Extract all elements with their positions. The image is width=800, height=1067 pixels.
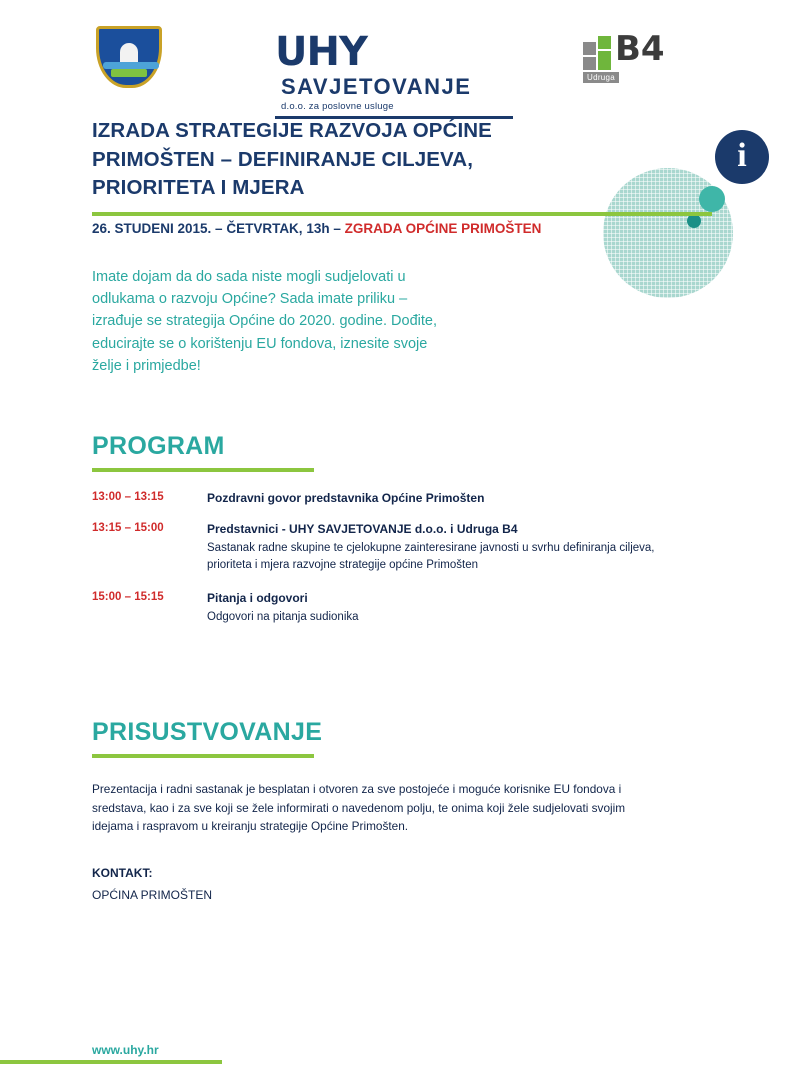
uhy-name-block [281, 72, 471, 112]
page-title [92, 117, 562, 203]
title-line-2-rest: – DEFINIRANJE CILJEVA, [214, 147, 474, 171]
b4-label: Udruga [583, 72, 619, 83]
primosten-coat-of-arms-icon [96, 26, 162, 104]
schedule-row [92, 590, 692, 626]
schedule-title: Pitanja i odgovori [207, 591, 308, 606]
schedule-description: Sastanak radne skupine te cjelokupne zainteresirane javnosti u svrhu definiranja ciljeva, prioriteta i mjera razvojne strategije općine Primošten [207, 541, 655, 572]
title-line-2-bold: PRIMOŠTEN [92, 147, 215, 171]
b4-square-4 [598, 51, 611, 70]
decorative-graphic [595, 130, 775, 310]
schedule-title: Pozdravni govor predstavnika Općine Primošten [207, 491, 485, 505]
schedule-body [207, 590, 692, 626]
program-heading: PROGRAM [92, 432, 225, 460]
schedule-row [92, 521, 692, 574]
event-subtitle [92, 221, 541, 236]
b4-wordmark: B4 [615, 29, 665, 69]
title-line-3: PRIORITETA I MJERA [92, 176, 305, 200]
attendance-heading-divider [92, 754, 314, 758]
schedule-body [207, 521, 692, 574]
footer-divider-left [0, 1060, 92, 1064]
footer-divider [92, 1060, 222, 1064]
event-date: 26. STUDENI 2015. – ČETVRTAK, 13h – [92, 221, 345, 236]
crest-shield [96, 26, 162, 88]
logo-row [0, 14, 800, 112]
crest-wave [103, 62, 159, 69]
uhy-logo [275, 29, 515, 119]
program-heading-divider [92, 468, 314, 472]
title-line-1: IZRADA STRATEGIJE RAZVOJA OPĆINE [92, 119, 492, 142]
b4-square-3 [583, 57, 596, 70]
contact-label: KONTAKT: [92, 866, 153, 880]
schedule-time: 15:00 – 15:15 [92, 591, 164, 604]
crest-base [111, 69, 147, 77]
uhy-name: SAVJETOVANJE [281, 74, 472, 99]
attendance-heading: PRISUSTVOVANJE [92, 718, 323, 746]
attendance-paragraph: Prezentacija i radni sastanak je besplatan i otvoren za sve postojeće i moguće korisnike EU fondova i sredstava, kao i za sve koji se žele informirati o navedenom polju, te onima koji žele sudjelovati svojim idejama i raspravom u kreiranju strategije Općine Primošten. [92, 782, 626, 834]
circle-teal-small [687, 214, 701, 228]
contact-value: OPĆINA PRIMOŠTEN [92, 888, 213, 902]
event-venue: ZGRADA OPĆINE PRIMOŠTEN [344, 221, 542, 236]
footer-website-link[interactable]: www.uhy.hr [92, 1043, 159, 1057]
info-icon: i [715, 130, 769, 184]
b4-square-1 [583, 42, 596, 55]
intro-paragraph: Imate dojam da do sada niste mogli sudjelovati u odlukama o razvoju Općine? Sada imate priliku – izrađuje se strategija Općine do 2020. godine. Dođite, educirajte se o korištenju EU fondova, iznesite svoje želje i primjedbe! [92, 269, 437, 374]
schedule-body [207, 490, 692, 507]
b4-square-2 [598, 36, 611, 49]
schedule-row [92, 490, 692, 507]
circle-teal-medium [699, 186, 725, 212]
title-divider [92, 212, 712, 216]
schedule-title: Predstavnici - UHY SAVJETOVANJE d.o.o. i Udruga B4 [207, 522, 518, 537]
uhy-wordmark: UHY [275, 29, 367, 75]
uhy-tagline: d.o.o. za poslovne usluge [281, 101, 394, 112]
program-schedule [92, 490, 692, 640]
schedule-time: 13:00 – 13:15 [92, 491, 164, 503]
schedule-time: 13:15 – 15:00 [92, 522, 164, 535]
b4-logo [583, 29, 683, 88]
schedule-description: Odgovori na pitanja sudionika [207, 610, 359, 623]
